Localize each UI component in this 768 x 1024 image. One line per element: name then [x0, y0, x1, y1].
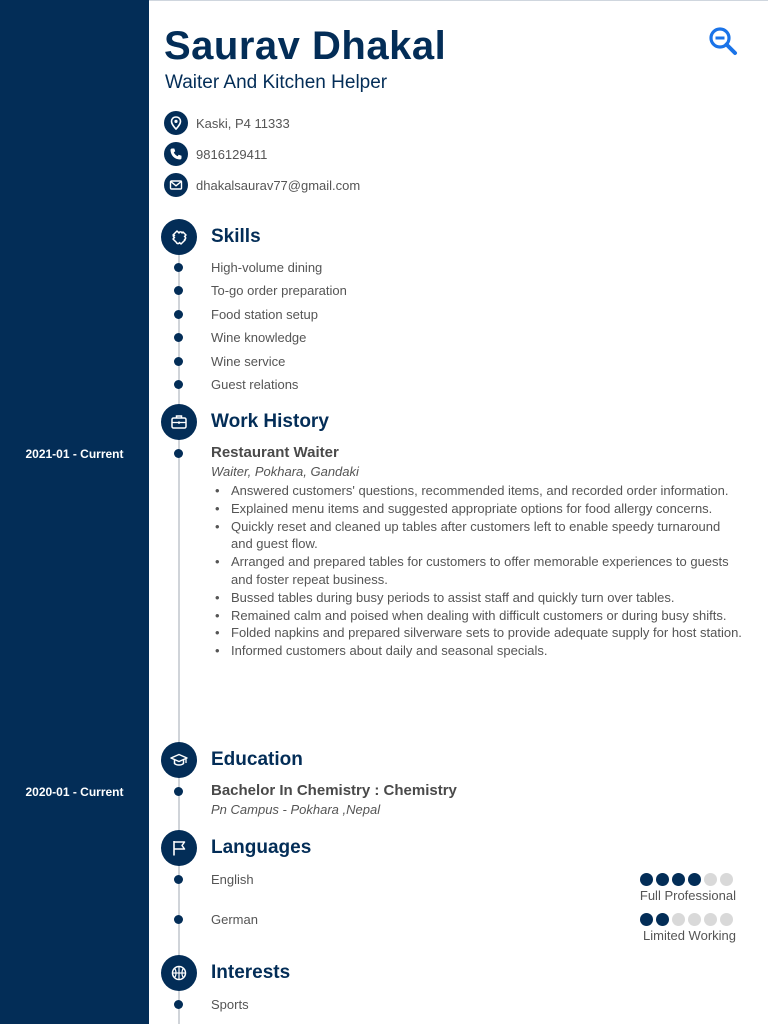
contact-address [164, 111, 290, 135]
work-bullet: • Informed customers about daily and seasonal specials. [215, 642, 745, 660]
sidebar [0, 0, 149, 1024]
work-bullet: • Answered customers' questions, recommended items, and recorded order information. [215, 482, 745, 500]
skill-dot [174, 263, 183, 272]
contact-email [164, 173, 360, 197]
languages-heading [161, 830, 311, 866]
skill-dot [174, 310, 183, 319]
rating-dot-empty [688, 913, 701, 926]
languages-title: Languages [211, 837, 312, 858]
skill-item: Wine knowledge [211, 330, 307, 345]
education-date: 2020-01 - Current [25, 785, 124, 799]
language-level: Limited Working [643, 928, 736, 943]
briefcase-icon [161, 404, 197, 440]
work-bullets [215, 482, 745, 660]
skill-item: Wine service [211, 354, 286, 369]
work-bullet: • Quickly reset and cleaned up tables after customers left to enable speedy turnaround and guest flow. [215, 518, 745, 554]
rating-dot-empty [704, 873, 717, 886]
interest-item: Sports [211, 997, 249, 1012]
rating-dot-empty [720, 913, 733, 926]
interests-title: Interests [211, 962, 291, 983]
skill-item: High-volume dining [211, 260, 323, 275]
rating-dot-filled [672, 873, 685, 886]
job-title: Waiter And Kitchen Helper [165, 72, 388, 93]
contact-phone [164, 142, 267, 166]
work-bullet: • Explained menu items and suggested appropriate options for food allergy concerns. [215, 500, 745, 518]
education-school: Pn Campus - Pokhara ,Nepal [211, 802, 381, 817]
flag-icon [161, 830, 197, 866]
work-date: 2021-01 - Current [25, 447, 124, 461]
phone-text: 9816129411 [196, 146, 268, 162]
skills-heading [161, 219, 261, 255]
work-history-title: Work History [211, 411, 329, 432]
email-text[interactable]: dhakalsaurav77@gmail.com [196, 177, 361, 193]
rating-dot-filled [640, 873, 653, 886]
zoom-out-icon[interactable] [708, 26, 738, 56]
language-rating [640, 913, 733, 926]
language-dot [174, 915, 183, 924]
skills-title: Skills [211, 226, 261, 247]
address-text: Kaski, P4 11333 [196, 115, 290, 131]
top-border [149, 0, 768, 1]
skill-item: Guest relations [211, 377, 299, 392]
rating-dot-filled [688, 873, 701, 886]
education-title: Education [211, 749, 303, 770]
puzzle-icon [161, 219, 197, 255]
education-dot [174, 787, 183, 796]
rating-dot-empty [720, 873, 733, 886]
rating-dot-filled [656, 873, 669, 886]
language-name: German [211, 912, 258, 927]
phone-icon [164, 142, 188, 166]
location-pin-icon [164, 111, 188, 135]
work-history-heading [161, 404, 329, 440]
graduation-cap-icon [161, 742, 197, 778]
skill-item: Food station setup [211, 307, 318, 322]
work-dot [174, 449, 183, 458]
interests-heading [161, 955, 290, 991]
basketball-icon [161, 955, 197, 991]
skill-dot [174, 333, 183, 342]
email-icon [164, 173, 188, 197]
rating-dot-empty [672, 913, 685, 926]
work-company: Waiter, Pokhara, Gandaki [211, 464, 359, 479]
language-rating [640, 873, 733, 886]
rating-dot-empty [704, 913, 717, 926]
skill-dot [174, 286, 183, 295]
language-level: Full Professional [639, 888, 736, 903]
work-bullet: • Bussed tables during busy periods to assist staff and quickly turn over tables. [215, 589, 745, 607]
rating-dot-filled [656, 913, 669, 926]
timeline-line [178, 255, 180, 1024]
work-bullet: • Remained calm and poised when dealing with difficult customers or during busy shifts. [215, 607, 745, 625]
work-bullet: • Folded napkins and prepared silverware sets to provide adequate supply for host station. [215, 624, 745, 642]
skill-dot [174, 380, 183, 389]
education-heading [161, 742, 303, 778]
language-dot [174, 875, 183, 884]
work-title: Restaurant Waiter [211, 444, 339, 461]
rating-dot-filled [640, 913, 653, 926]
education-degree: Bachelor In Chemistry : Chemistry [211, 782, 457, 799]
work-bullet: • Arranged and prepared tables for customers to offer memorable experiences to guests and foster repeat business. [215, 553, 745, 589]
candidate-name: Saurav Dhakal [164, 24, 447, 68]
language-name: English [211, 872, 254, 887]
interest-dot [174, 1000, 183, 1009]
skill-item: To-go order preparation [211, 283, 347, 298]
skill-dot [174, 357, 183, 366]
